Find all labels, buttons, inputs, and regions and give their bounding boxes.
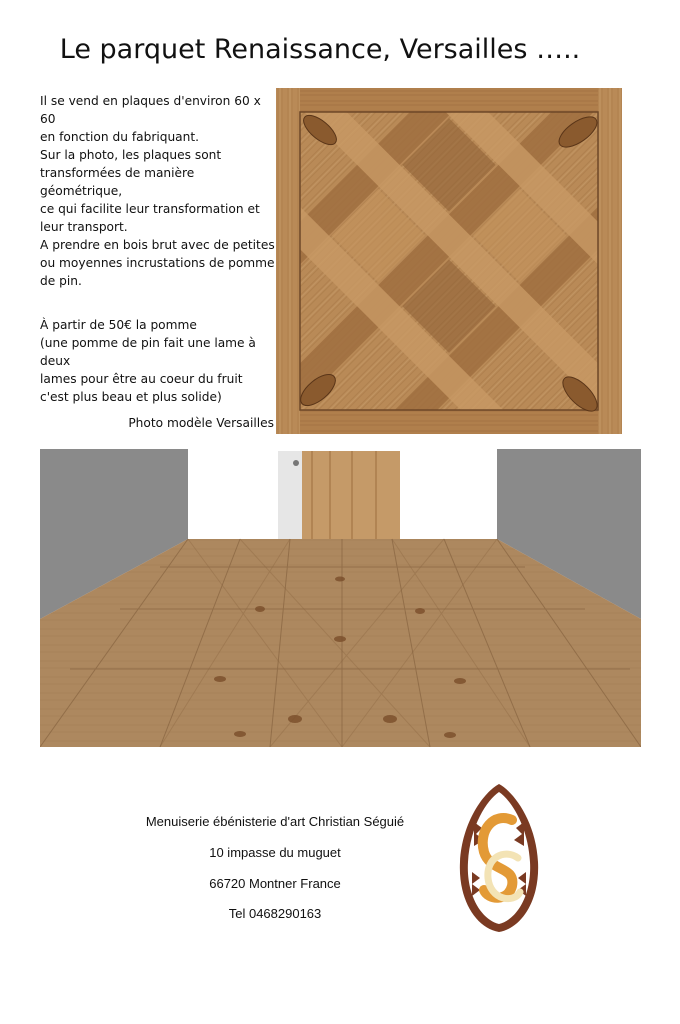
photo-info-paragraph <box>40 146 280 236</box>
price-paragraph <box>40 316 280 406</box>
company-phone: Tel 0468290163 <box>228 906 322 921</box>
company-name: Menuiserie ébénisterie d'art Christian Séguié <box>145 814 405 829</box>
company-address: 10 impasse du muguet <box>209 845 341 860</box>
material-text: A prendre en bois brut avec de petites ou moyennes incrustations de pomme de pin. <box>40 238 275 288</box>
company-city: 66720 Montner France <box>209 876 341 891</box>
photo-caption: Photo modèle Versailles <box>128 416 274 430</box>
geometry-text: Sur la photo, les plaques sont transformées de manière géométrique, ce qui facilite leur transformation et leur transport. <box>40 148 260 234</box>
page-title: Le parquet Renaissance, Versailles ….. <box>59 34 581 65</box>
material-paragraph <box>40 236 280 290</box>
versailles-panel-photo <box>276 88 622 434</box>
company-logo <box>454 782 544 934</box>
intro-paragraph <box>40 92 280 146</box>
price-text: À partir de 50€ la pomme (une pomme de pin fait une lame à deux lames pour être au coeur du fruit c'est plus beau et plus solide) <box>40 318 256 404</box>
plate-size-text: Il se vend en plaques d'environ 60 x 60 en fonction du fabriquant. <box>40 94 261 144</box>
room-render-image <box>40 449 641 747</box>
